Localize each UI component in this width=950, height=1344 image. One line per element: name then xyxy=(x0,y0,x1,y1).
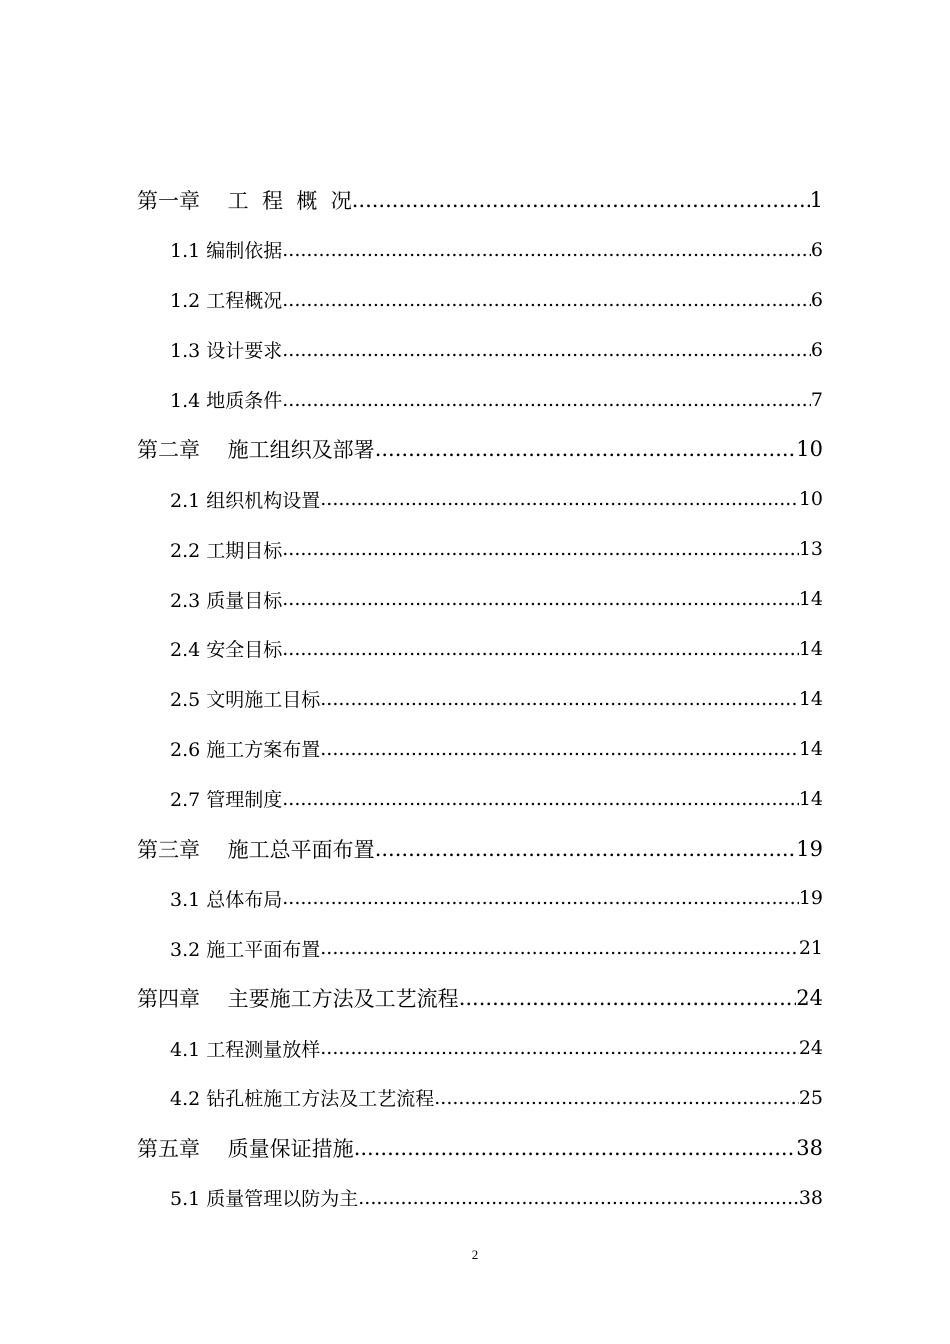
toc-chapter-entry[interactable] xyxy=(0,1123,950,1173)
toc-dot-leader xyxy=(320,688,799,710)
toc-dot-leader xyxy=(434,1087,799,1109)
toc-entry-page-number: 25 xyxy=(798,1086,823,1109)
toc-entry-title: 第二章 施工组织及部署 xyxy=(137,438,375,463)
toc-entry-title: 2.5 文明施工目标 xyxy=(170,689,321,712)
toc-entry-title: 第五章 质量保证措施 xyxy=(137,1136,354,1161)
toc-entry-title: 2.6 施工方案布置 xyxy=(170,739,321,762)
toc-entry-title: 2.3 质量目标 xyxy=(170,589,283,612)
toc-section-entry[interactable] xyxy=(0,574,950,624)
toc-entry-title: 1.3 设计要求 xyxy=(170,340,283,363)
toc-section-entry[interactable] xyxy=(0,1023,950,1073)
toc-dot-leader xyxy=(375,837,797,861)
toc-entry-page-number: 24 xyxy=(798,1037,823,1060)
toc-section-entry[interactable] xyxy=(0,524,950,574)
toc-entry-page-number: 6 xyxy=(810,238,823,261)
toc-entry-page-number: 38 xyxy=(798,1186,823,1209)
toc-section-entry[interactable] xyxy=(0,873,950,923)
toc-section-entry[interactable] xyxy=(0,474,950,524)
toc-entry-page-number: 1 xyxy=(809,187,823,212)
toc-section-entry[interactable] xyxy=(0,1073,950,1123)
toc-entry-page-number: 6 xyxy=(810,338,823,361)
toc-entry-title: 第一章 工 程 概 况 xyxy=(137,188,352,213)
toc-dot-leader xyxy=(320,937,799,959)
toc-entry-title: 3.1 总体布局 xyxy=(170,888,283,911)
toc-entry-title: 1.2 工程概况 xyxy=(170,290,283,313)
toc-section-entry[interactable] xyxy=(0,275,950,325)
toc-dot-leader xyxy=(282,538,799,560)
toc-entry-page-number: 10 xyxy=(798,488,823,511)
toc-section-entry[interactable] xyxy=(0,624,950,674)
toc-entry-title: 第四章 主要施工方法及工艺流程 xyxy=(137,987,459,1012)
toc-dot-leader xyxy=(354,1136,797,1160)
table-of-contents xyxy=(0,175,950,1223)
toc-entry-page-number: 21 xyxy=(798,937,823,960)
toc-chapter-entry[interactable] xyxy=(0,824,950,874)
toc-entry-page-number: 13 xyxy=(798,538,823,561)
toc-dot-leader xyxy=(282,638,799,660)
toc-dot-leader xyxy=(282,339,811,361)
toc-dot-leader xyxy=(282,887,799,909)
toc-dot-leader xyxy=(282,788,799,810)
toc-entry-title: 3.2 施工平面布置 xyxy=(170,938,321,961)
toc-entry-page-number: 14 xyxy=(798,588,823,611)
toc-entry-title: 2.4 安全目标 xyxy=(170,639,283,662)
toc-dot-leader xyxy=(320,1037,799,1059)
toc-entry-title: 1.4 地质条件 xyxy=(170,390,283,412)
toc-section-entry[interactable] xyxy=(0,774,950,824)
toc-dot-leader xyxy=(352,188,810,212)
toc-entry-title: 2.7 管理制度 xyxy=(170,789,283,812)
toc-entry-page-number: 7 xyxy=(810,388,823,411)
toc-entry-page-number: 14 xyxy=(798,737,823,760)
toc-dot-leader xyxy=(282,239,811,261)
toc-entry-page-number: 14 xyxy=(798,787,823,810)
toc-entry-title: 4.1 工程测量放样 xyxy=(170,1038,321,1061)
toc-entry-title: 5.1 质量管理以防为主 xyxy=(170,1188,359,1211)
toc-section-entry[interactable] xyxy=(0,1173,950,1223)
toc-section-entry[interactable] xyxy=(0,225,950,275)
toc-entry-title: 2.1 组织机构设置 xyxy=(170,489,321,512)
toc-dot-leader xyxy=(459,986,797,1010)
toc-entry-page-number: 10 xyxy=(796,437,823,462)
toc-dot-leader xyxy=(358,1187,799,1209)
page-number: 2 xyxy=(471,1247,479,1262)
toc-dot-leader xyxy=(320,738,799,760)
toc-dot-leader xyxy=(282,289,811,311)
toc-dot-leader xyxy=(320,488,799,510)
toc-chapter-entry[interactable] xyxy=(0,175,950,225)
toc-entry-page-number: 19 xyxy=(796,836,823,861)
toc-entry-page-number: 6 xyxy=(810,288,823,311)
toc-dot-leader xyxy=(282,588,799,610)
toc-entry-page-number: 14 xyxy=(798,687,823,710)
toc-entry-title: 4.2 钻孔桩施工方法及工艺流程 xyxy=(170,1088,435,1111)
toc-entry-page-number: 14 xyxy=(798,637,823,660)
toc-entry-title: 第三章 施工总平面布置 xyxy=(137,837,375,862)
toc-section-entry[interactable] xyxy=(0,325,950,375)
toc-section-entry[interactable] xyxy=(0,674,950,724)
toc-entry-page-number: 38 xyxy=(796,1135,823,1160)
toc-entry-title: 1.1 编制依据 xyxy=(170,240,283,263)
toc-chapter-entry[interactable] xyxy=(0,424,950,474)
toc-section-entry[interactable] xyxy=(0,375,950,425)
toc-entry-title: 2.2 工期目标 xyxy=(170,539,283,562)
toc-section-entry[interactable] xyxy=(0,923,950,973)
toc-dot-leader xyxy=(282,389,811,411)
toc-section-entry[interactable] xyxy=(0,724,950,774)
toc-chapter-entry[interactable] xyxy=(0,973,950,1023)
toc-entry-page-number: 19 xyxy=(798,887,823,910)
toc-entry-page-number: 24 xyxy=(796,986,823,1011)
toc-dot-leader xyxy=(375,437,797,461)
